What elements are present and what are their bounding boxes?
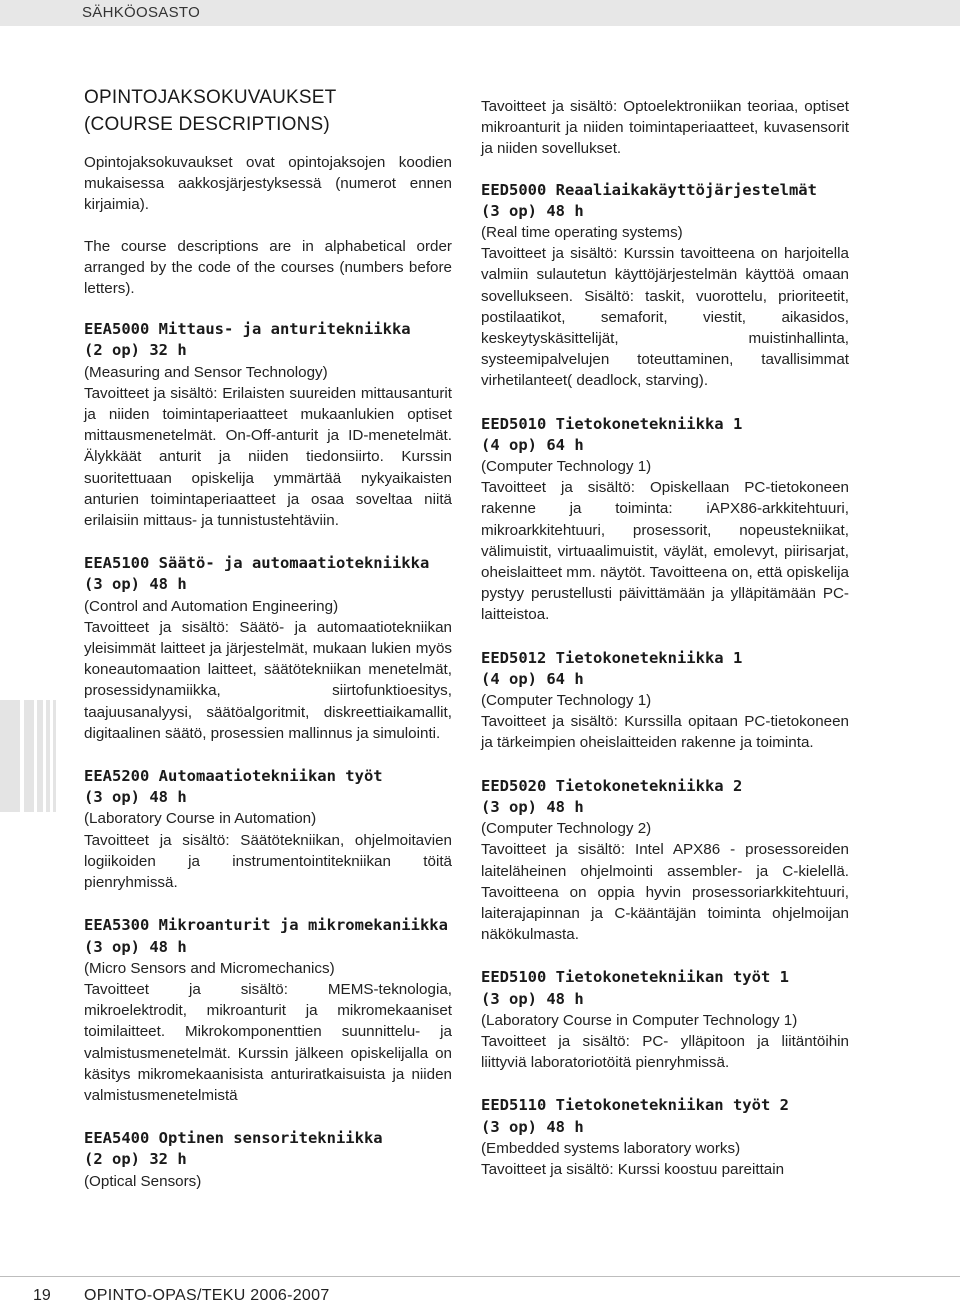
course-code: EEA5300 Mikroanturit ja mikromekaniikka (3 op) 48 h [84, 916, 448, 956]
page-title [84, 84, 452, 138]
footer-divider [0, 1276, 960, 1277]
course-description: Tavoitteet ja sisältö: Säätö- ja automaatiotekniikan yleisimmät laitteet ja järjestelmät, mukaan lukien myös koneautomaation laitteet, säätötekniikan menetelmät, prosessidynamiikka, siirtofunktioesitys, taajuusanalyysi, säätöalgoritmit, diskreettiaikamallit, digitaalinen säätö, prosessien mallinnus ja simulointi. [84, 618, 452, 742]
course-code: EEA5400 Optinen sensoritekniikka [84, 1129, 383, 1148]
header-bar [0, 0, 960, 26]
section-label: SÄHKÖOSASTO [82, 4, 201, 21]
course-entry [481, 776, 849, 946]
course-credits: (3 op) 48 h [481, 797, 584, 816]
course-entry [84, 319, 452, 531]
course-entry [481, 1095, 849, 1180]
course-description: Tavoitteet ja sisältö: Kurssin tavoitteena on harjoitella valmiin sulautetun käyttöjärjestelmän käyttöä omaan sovellukseen. Sisältö: taskit, vuorottelu, prioriteetit, postilaatikot, semaforit, viestit, aikasidos, keskeytyskäsittelijät, muistinhallinta, systeemipalvelujen toteuttaminen, tavallisimmat virhetilanteet( deadlock, starving). [481, 245, 849, 390]
course-english-name: (Micro Sensors and Micromechanics) [84, 959, 335, 977]
course-entry [481, 180, 849, 392]
page-title-line: (COURSE DESCRIPTIONS) [84, 114, 330, 135]
course-description: Tavoitteet ja sisältö: Erilaisten suureiden mittausanturit ja niiden toimintaperiaatteet mukaanlukien optiset mittausmenetelmät. On-Off-anturit ja ID-menetelmät. Älykkäät anturit ja niiden tiedonsiirto. Kurssin suoritettuaan opiskelija ymmärtää nykyaikaisten anturien toimintaperiaatteet ja osaa soveltaa niitä erilaisiin mittaus- ja tunnistustehtäviin. [84, 384, 452, 530]
course-description: Tavoitteet ja sisältö: PC- ylläpitoon ja liitäntöihin liittyviä laboratoriotöitä pienryhmissä. [481, 1032, 849, 1072]
course-description: Tavoitteet ja sisältö: Säätötekniikan, ohjelmoitavien logiikoiden ja instrumentointitekniikan töitä pienryhmissä. [84, 831, 452, 892]
course-description: Tavoitteet ja sisältö: MEMS-teknologia, mikroelektrodit, mikroanturit ja mikromekaaniset toimilaitteet. Mikrokomponenttien suunnittelu- ja valmistusmenetelmät. Kurssin jälkeen opiskelijalla on käsitys mikromekaanisista anturiratkaisuista ja niiden valmistusmenetelmistä [84, 980, 452, 1104]
course-credits: (3 op) 48 h [481, 201, 584, 220]
course-entry [481, 967, 849, 1073]
course-description: Tavoitteet ja sisältö: Kurssi koostuu pareittain [481, 1160, 785, 1178]
right-column [481, 96, 849, 1202]
course-code: EED5000 Reaaliaikakäyttöjärjestelmät [481, 180, 817, 199]
page-title-line: OPINTOJAKSOKUVAUKSET [84, 87, 337, 108]
course-english-name: (Embedded systems laboratory works) [481, 1139, 741, 1157]
course-description: Tavoitteet ja sisältö: Kurssilla opitaan PC-tietokoneen ja tärkeimpien oheislaitteiden rakenne ja toiminta. [481, 713, 849, 752]
left-column [84, 84, 452, 1214]
course-english-name: (Real time operating systems) [481, 224, 683, 242]
course-credits: (4 op) 64 h [481, 669, 584, 688]
course-description: Tavoitteet ja sisältö: Opiskellaan PC-tietokoneen rakenne ja toiminta: iAPX86-arkkitehtuuri, mikroarkkitehtuuri, prosessorit, nopeustekniikat, välimuistit, virtuaalimuistit, väylät, emolevyt, piirisarjat, oheislaitteet mm. näytöt. Tavoitteena on, että opiskelija pystyy perustellusti päivittämään ja ylläpitämään PC-laitteistoa. [481, 479, 849, 624]
course-entry [84, 1128, 452, 1192]
course-code: EED5010 Tietokonetekniikka 1 [481, 414, 743, 433]
course-credits: (3 op) 48 h [84, 575, 187, 594]
course-english-name: (Computer Technology 1) [481, 458, 652, 476]
decorative-stripes [0, 700, 58, 812]
course-english-name: (Measuring and Sensor Technology) [84, 363, 328, 381]
course-english-name: (Optical Sensors) [84, 1172, 202, 1190]
intro-paragraph: Opintojaksokuvaukset ovat opintojaksojen koodien mukaisessa aakkosjärjestyksessä (numerot ennen kirjaimia). [84, 154, 452, 214]
course-english-name: (Control and Automation Engineering) [84, 597, 339, 615]
course-code: EEA5000 Mittaus- ja anturitekniikka [84, 320, 411, 339]
course-entry [481, 414, 849, 626]
course-entry [84, 915, 452, 1106]
course-credits: (2 op) 32 h [84, 1150, 187, 1169]
course-code: EED5100 Tietokonetekniikan työt 1 [481, 968, 789, 987]
footer-publication: OPINTO-OPAS/TEKU 2006-2007 [84, 1287, 330, 1304]
course-english-name: (Laboratory Course in Computer Technology 1) [481, 1011, 798, 1029]
course-credits: (3 op) 48 h [481, 1117, 584, 1136]
continued-description: Tavoitteet ja sisältö: Optoelektroniikan teoriaa, optiset mikroanturit ja niiden toimintaperiaatteet, kuvasensorit ja niiden sovellukset. [481, 98, 849, 158]
page-number: 19 [33, 1287, 51, 1304]
course-credits: (2 op) 32 h [84, 341, 187, 360]
course-english-name: (Computer Technology 1) [481, 692, 652, 710]
course-code: EEA5200 Automaatiotekniikan työt [84, 767, 383, 786]
course-credits: (3 op) 48 h [481, 989, 584, 1008]
intro-paragraph: The course descriptions are in alphabetical order arranged by the code of the courses (numbers before letters). [84, 237, 452, 298]
course-description: Tavoitteet ja sisältö: Intel APX86 - prosessoreiden laiteläheinen ohjelmointi assembler- ja C-kielellä. Tavoitteena on oppia hyvin prosessoriarkkitehtuuri, laiterajapinnan ja C-kääntäjän toiminta ohjelmoijan näkökulmasta. [481, 841, 849, 944]
course-entry [84, 553, 452, 744]
course-code: EEA5100 Säätö- ja automaatiotekniikka [84, 554, 430, 573]
course-english-name: (Laboratory Course in Automation) [84, 810, 317, 828]
course-entry [481, 648, 849, 754]
course-credits: (3 op) 48 h [84, 788, 187, 807]
course-credits: (4 op) 64 h [481, 435, 584, 454]
course-english-name: (Computer Technology 2) [481, 820, 652, 838]
course-code: EED5012 Tietokonetekniikka 1 [481, 648, 743, 667]
course-entry [84, 766, 452, 893]
course-code: EED5110 Tietokonetekniikan työt 2 [481, 1096, 789, 1115]
course-code: EED5020 Tietokonetekniikka 2 [481, 776, 743, 795]
